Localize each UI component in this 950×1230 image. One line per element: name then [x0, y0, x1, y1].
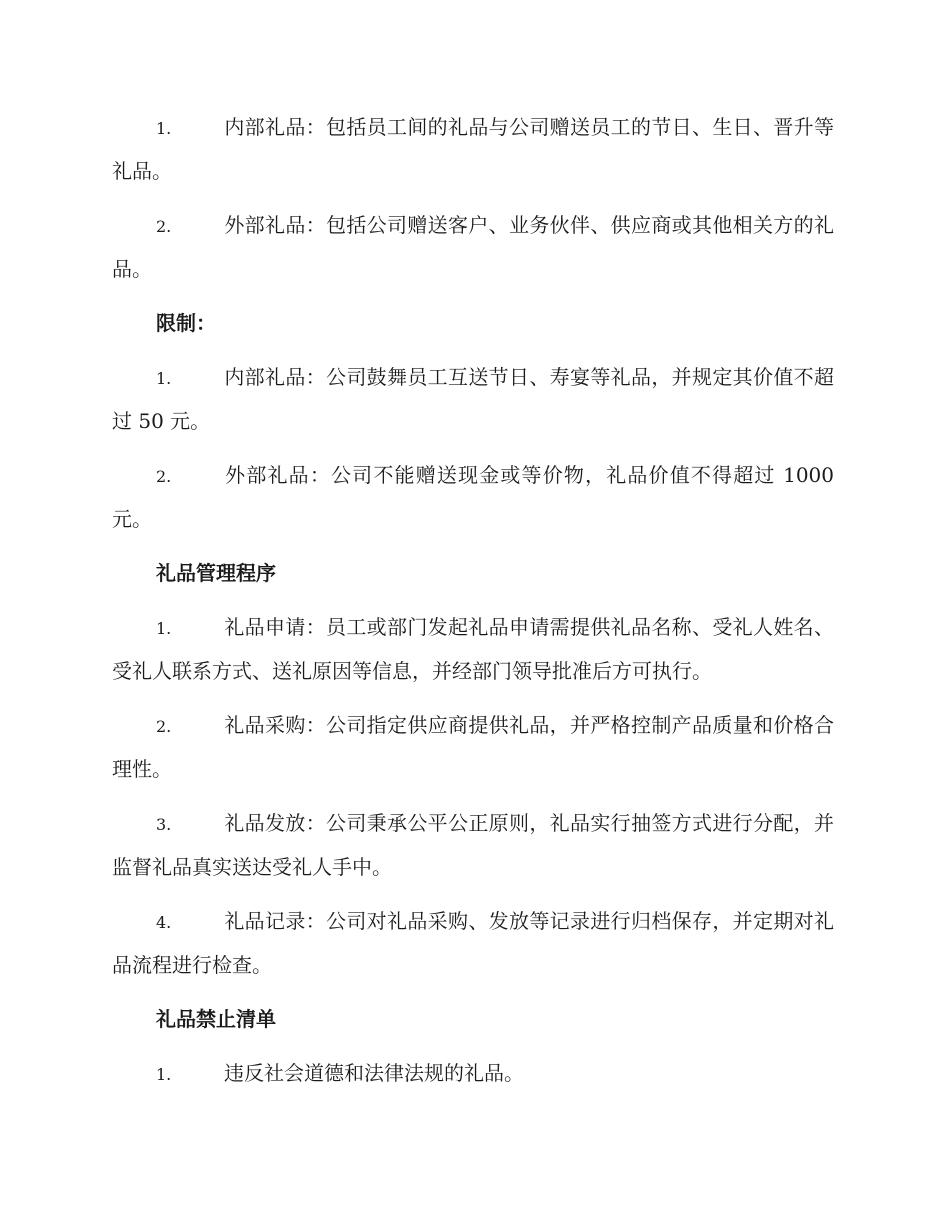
item-number: 1. [156, 1065, 172, 1084]
item-text: 内部礼品：包括员工间的礼品与公司赠送员工的节日、生日、晋升等礼品。 [112, 115, 834, 183]
list-item [112, 204, 834, 291]
item-number: 2. [156, 467, 172, 486]
item-number: 1. [156, 619, 172, 638]
list-item [112, 454, 834, 541]
item-number: 1. [156, 369, 172, 388]
item-text: 外部礼品：包括公司赠送客户、业务伙伴、供应商或其他相关方的礼品。 [112, 213, 834, 281]
item-text: 违反社会道德和法律法规的礼品。 [224, 1061, 524, 1085]
item-text: 内部礼品：公司鼓舞员工互送节日、寿宴等礼品，并规定其价值不超过 50 元。 [112, 365, 834, 433]
list-item [112, 704, 834, 791]
item-text: 礼品采购：公司指定供应商提供礼品，并严格控制产品质量和价格合理性。 [112, 713, 834, 781]
list-item [112, 1052, 834, 1096]
list-item [112, 900, 834, 987]
section-heading-restrictions: 限制： [156, 311, 216, 335]
item-number: 4. [156, 913, 172, 932]
list-item [112, 356, 834, 443]
item-text: 外部礼品：公司不能赠送现金或等价物，礼品价值不得超过 1000 元。 [112, 463, 834, 531]
list-item [112, 106, 834, 193]
item-number: 2. [156, 217, 172, 236]
list-item [112, 606, 834, 693]
list-item [112, 802, 834, 889]
section-heading-gift-management-procedure: 礼品管理程序 [156, 561, 276, 585]
item-number: 2. [156, 717, 172, 736]
item-text: 礼品记录：公司对礼品采购、发放等记录进行归档保存，并定期对礼品流程进行检查。 [112, 909, 834, 977]
section-heading-gift-prohibited-list: 礼品禁止清单 [156, 1007, 276, 1031]
item-number: 3. [156, 815, 172, 834]
item-number: 1. [156, 119, 172, 138]
item-text: 礼品发放：公司秉承公平公正原则，礼品实行抽签方式进行分配，并监督礼品真实送达受礼人手中。 [112, 811, 834, 879]
item-text: 礼品申请：员工或部门发起礼品申请需提供礼品名称、受礼人姓名、受礼人联系方式、送礼原因等信息，并经部门领导批准后方可执行。 [112, 615, 834, 683]
document-page [112, 106, 834, 1107]
